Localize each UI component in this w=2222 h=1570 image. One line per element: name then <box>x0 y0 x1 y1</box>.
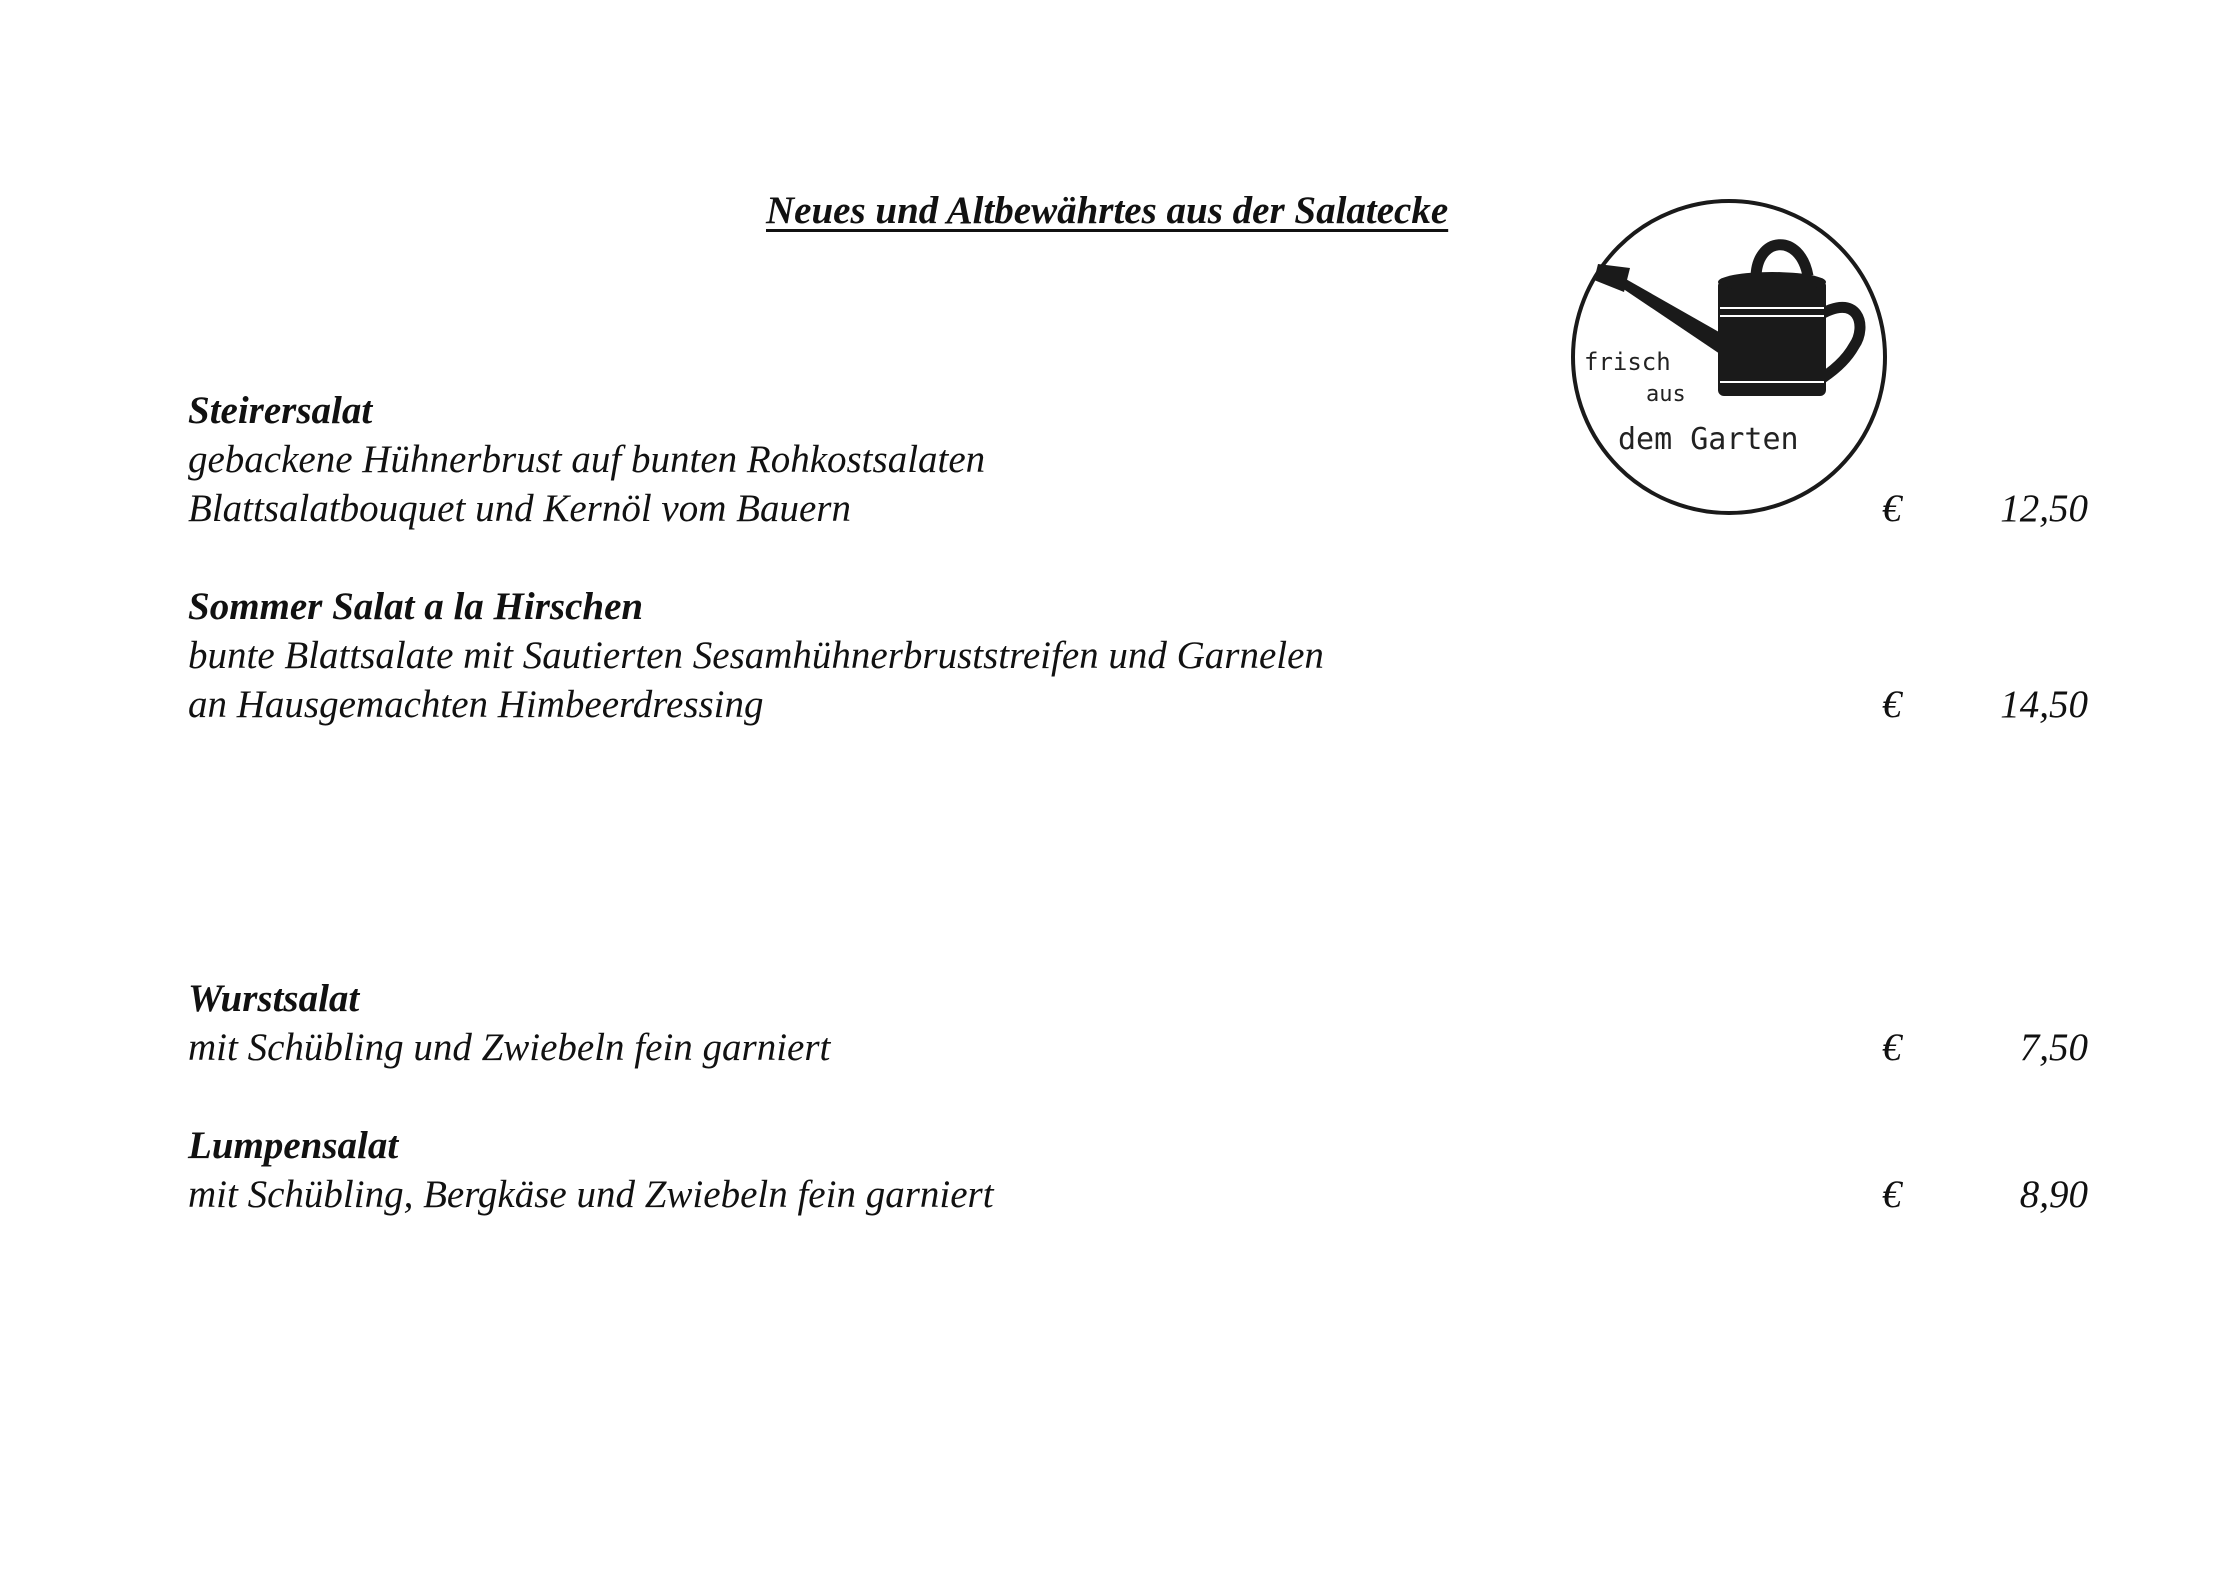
item-description: gebackene Hühnerbrust auf bunten Rohkostsalaten <box>188 438 986 481</box>
item-description: mit Schübling und Zwiebeln fein garniert <box>188 1026 831 1069</box>
item-description: bunte Blattsalate mit Sautierten Sesamhühnerbruststreifen und Garnelen <box>188 634 1324 677</box>
price-row <box>188 1023 2088 1072</box>
menu-item <box>188 582 2088 729</box>
price-row <box>188 680 2088 729</box>
item-price: 12,50 <box>2000 487 2088 530</box>
menu-item <box>188 1121 2088 1219</box>
logo-text-frisch: frisch <box>1584 348 1671 376</box>
menu-item <box>188 386 2088 533</box>
currency-symbol: € <box>1882 1173 1902 1216</box>
item-name: Steirersalat <box>188 389 373 432</box>
item-name: Sommer Salat a la Hirschen <box>188 585 644 628</box>
item-description: mit Schübling, Bergkäse und Zwiebeln fein garniert <box>188 1173 994 1216</box>
menu-item <box>188 974 2088 1072</box>
price-row <box>188 484 2088 533</box>
item-description: an Hausgemachten Himbeerdressing <box>188 683 764 726</box>
item-name: Wurstsalat <box>188 977 360 1020</box>
currency-symbol: € <box>1882 487 1902 530</box>
currency-symbol: € <box>1882 1026 1902 1069</box>
item-price: 7,50 <box>2019 1026 2088 1069</box>
item-price: 14,50 <box>2000 683 2088 726</box>
price-row <box>188 1170 2088 1219</box>
logo-text-aus: aus <box>1646 382 1686 407</box>
item-price: 8,90 <box>2019 1173 2088 1216</box>
currency-symbol: € <box>1882 683 1902 726</box>
item-name: Lumpensalat <box>188 1124 399 1167</box>
page-title: Neues und Altbewährtes aus der Salatecke <box>766 189 1449 232</box>
logo-text-dem-garten: dem Garten <box>1618 422 1799 457</box>
item-description: Blattsalatbouquet und Kernöl vom Bauern <box>188 487 851 530</box>
